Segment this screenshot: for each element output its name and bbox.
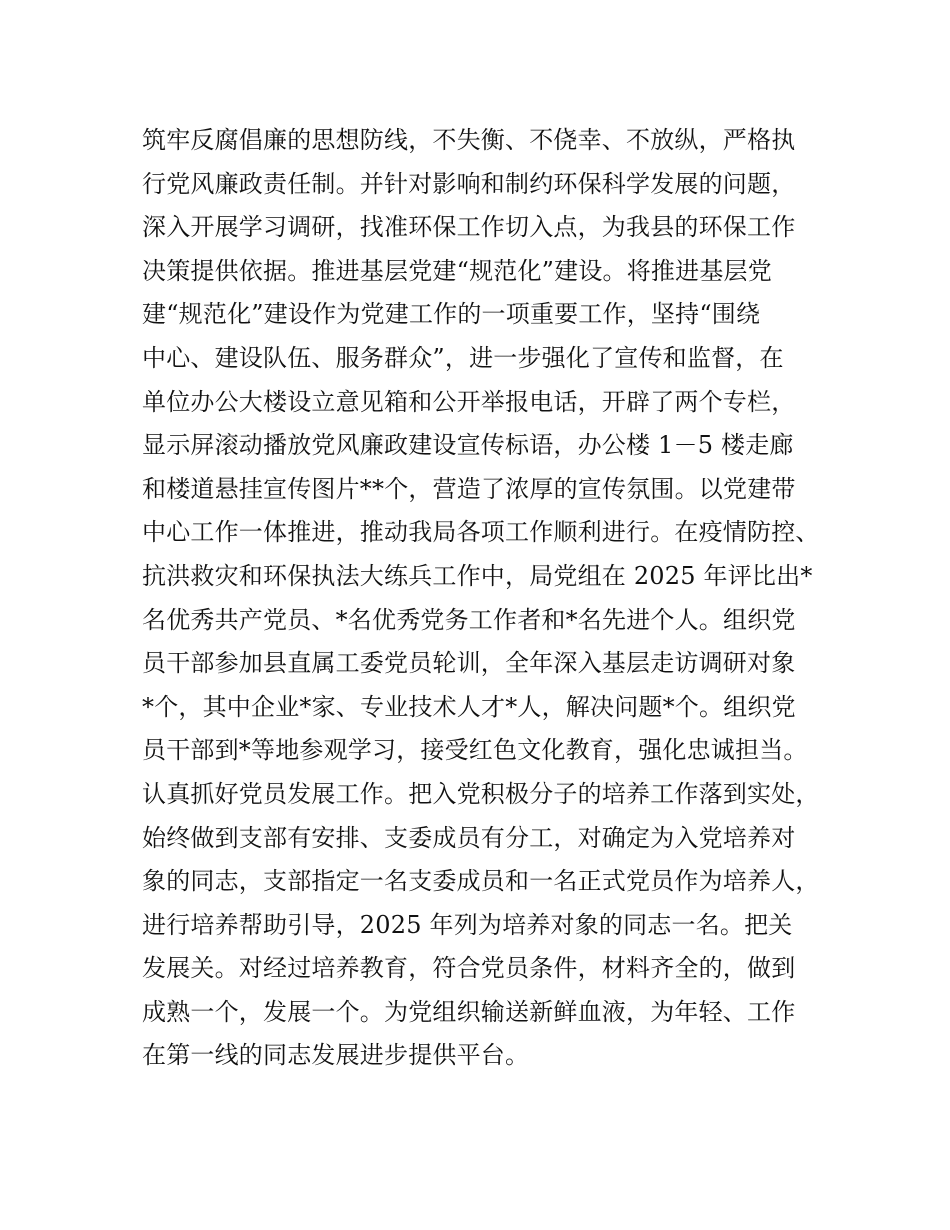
text-line: 象的同志，支部指定一名支委成员和一名正式党员作为培养人， xyxy=(142,867,820,896)
text-line: 建“规范化”建设作为党建工作的一项重要工作，坚持“围绕 xyxy=(142,300,761,329)
text-line: 名优秀共产党员、*名优秀党务工作者和*名先进个人。组织党 xyxy=(142,605,796,634)
text-line: 筑牢反腐倡廉的思想防线，不失衡、不侥幸、不放纵，严格执 xyxy=(142,126,796,154)
text-line: 员干部参加县直属工委党员轮训，全年深入基层走访调研对象 xyxy=(142,649,796,678)
text-line: 和楼道悬挂宣传图片**个，营造了浓厚的宣传氛围。以党建带 xyxy=(142,474,796,503)
text-line: 决策提供依据。推进基层党建“规范化”建设。将推进基层党 xyxy=(142,256,772,285)
text-line: 员干部到*等地参观学习，接受红色文化教育，强化忠诚担当。 xyxy=(142,736,808,765)
body-paragraph xyxy=(142,119,842,1078)
text-line: 深入开展学习调研，找准环保工作切入点，为我县的环保工作 xyxy=(142,213,796,242)
text-line: 显示屏滚动播放党风廉政建设宣传标语，办公楼 1－5 楼走廊 xyxy=(142,431,794,460)
text-line: 抗洪救灾和环保执法大练兵工作中，局党组在 2025 年评比出* xyxy=(142,561,813,590)
text-line: 单位办公大楼设立意见箱和公开举报电话，开辟了两个专栏， xyxy=(142,387,796,416)
text-line: 始终做到支部有安排、支委成员有分工，对确定为入党培养对 xyxy=(142,823,796,852)
text-line: 中心工作一体推进，推动我局各项工作顺利进行。在疫情防控、 xyxy=(142,518,820,547)
text-line: 中心、建设队伍、服务群众”，进一步强化了宣传和监督，在 xyxy=(142,343,784,372)
text-line: 认真抓好党员发展工作。把入党积极分子的培养工作落到实处， xyxy=(142,779,820,808)
text-line: *个，其中企业*家、专业技术人才*人，解决问题*个。组织党 xyxy=(142,692,796,721)
text-line: 成熟一个，发展一个。为党组织输送新鲜血液，为年轻、工作 xyxy=(142,997,796,1026)
text-line: 进行培养帮助引导，2025 年列为培养对象的同志一名。把关 xyxy=(142,910,793,939)
text-line: 发展关。对经过培养教育，符合党员条件，材料齐全的，做到 xyxy=(142,954,796,983)
text-line: 行党风廉政责任制。并针对影响和制约环保科学发展的问题， xyxy=(142,169,796,198)
text-line: 在第一线的同志发展进步提供平台。 xyxy=(142,1041,530,1070)
